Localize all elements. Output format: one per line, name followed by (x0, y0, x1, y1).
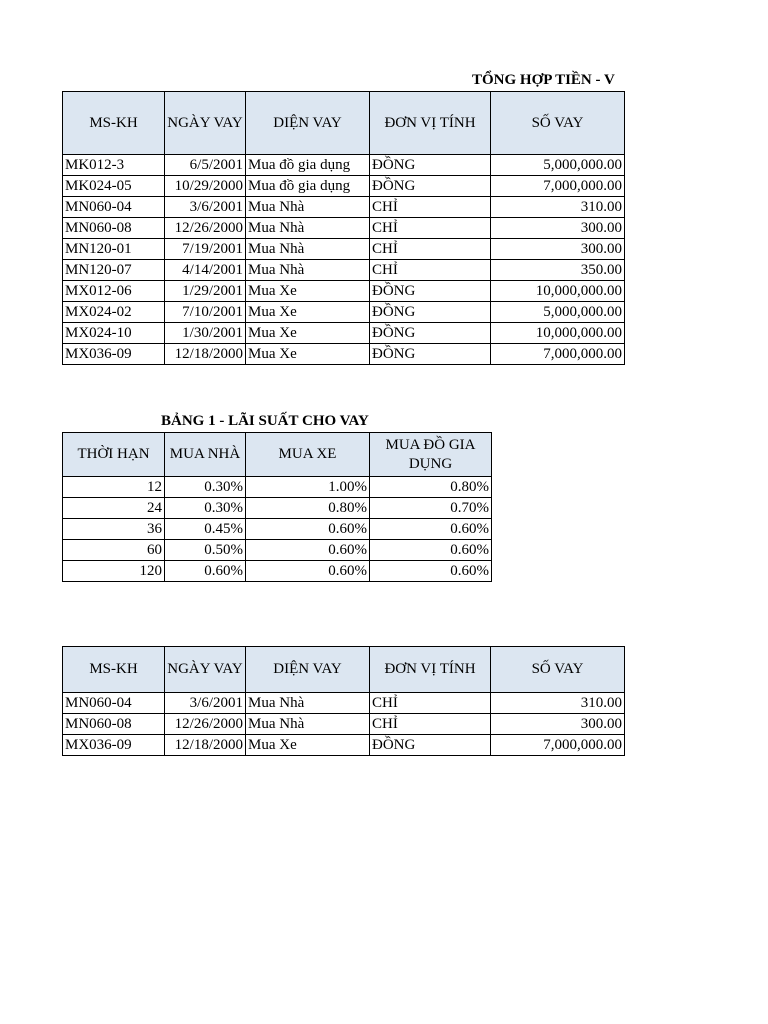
cell-ms-kh: MK012-3 (63, 155, 165, 176)
cell-thoi-han: 12 (63, 477, 165, 498)
table-row (63, 344, 625, 365)
header-mua-nha: MUA NHÀ (165, 433, 246, 477)
header-dien-vay: DIỆN VAY (246, 92, 370, 155)
table-row (63, 693, 625, 714)
header-dien-vay: DIỆN VAY (246, 647, 370, 693)
cell-dien-vay: Mua Nhà (246, 260, 370, 281)
cell-so-vay: 310.00 (491, 197, 625, 218)
cell-dien-vay: Mua đồ gia dụng (246, 155, 370, 176)
cell-dien-vay: Mua Xe (246, 281, 370, 302)
header-ms-kh: MS-KH (63, 92, 165, 155)
cell-so-vay: 5,000,000.00 (491, 155, 625, 176)
cell-ms-kh: MN120-01 (63, 239, 165, 260)
cell-ngay-vay: 7/10/2001 (165, 302, 246, 323)
cell-don-vi-tinh: CHỈ (370, 218, 491, 239)
table-row (63, 281, 625, 302)
cell-don-vi-tinh: CHỈ (370, 260, 491, 281)
cell-ngay-vay: 3/6/2001 (165, 693, 246, 714)
header-mua-xe: MUA XE (246, 433, 370, 477)
cell-ngay-vay: 1/29/2001 (165, 281, 246, 302)
cell-so-vay: 300.00 (491, 218, 625, 239)
cell-ms-kh: MX036-09 (63, 735, 165, 756)
table-row (63, 477, 492, 498)
cell-don-vi-tinh: CHỈ (370, 693, 491, 714)
table-row (63, 323, 625, 344)
cell-don-vi-tinh: ĐỒNG (370, 281, 491, 302)
cell-ms-kh: MN060-04 (63, 197, 165, 218)
summary-title: TỔNG HỢP TIỀN - V (472, 72, 615, 88)
cell-mua-nha: 0.30% (165, 477, 246, 498)
cell-ms-kh: MN120-07 (63, 260, 165, 281)
cell-so-vay: 7,000,000.00 (491, 735, 625, 756)
table-header-row (63, 647, 625, 693)
header-don-vi-tinh: ĐƠN VỊ TÍNH (370, 92, 491, 155)
cell-mua-nha: 0.30% (165, 498, 246, 519)
header-don-vi-tinh: ĐƠN VỊ TÍNH (370, 647, 491, 693)
cell-dien-vay: Mua Xe (246, 323, 370, 344)
header-ngay-vay: NGÀY VAY (165, 92, 246, 155)
cell-don-vi-tinh: CHỈ (370, 714, 491, 735)
cell-mua-nha: 0.50% (165, 540, 246, 561)
cell-thoi-han: 36 (63, 519, 165, 540)
cell-don-vi-tinh: ĐỒNG (370, 344, 491, 365)
table-row (63, 561, 492, 582)
table-row (63, 218, 625, 239)
cell-so-vay: 7,000,000.00 (491, 344, 625, 365)
cell-dien-vay: Mua Xe (246, 735, 370, 756)
cell-ms-kh: MK024-05 (63, 176, 165, 197)
header-thoi-han: THỜI HẠN (63, 433, 165, 477)
cell-ngay-vay: 12/18/2000 (165, 735, 246, 756)
cell-ms-kh: MN060-08 (63, 218, 165, 239)
cell-mua-xe: 0.80% (246, 498, 370, 519)
cell-mua-xe: 0.60% (246, 519, 370, 540)
table-header-row (63, 92, 625, 155)
table-row (63, 155, 625, 176)
table-row (63, 176, 625, 197)
cell-dien-vay: Mua Xe (246, 302, 370, 323)
cell-don-vi-tinh: CHỈ (370, 197, 491, 218)
cell-so-vay: 300.00 (491, 714, 625, 735)
cell-mua-xe: 0.60% (246, 540, 370, 561)
rates-title: BẢNG 1 - LÃI SUẤT CHO VAY (161, 413, 369, 429)
cell-don-vi-tinh: ĐỒNG (370, 176, 491, 197)
table-row (63, 714, 625, 735)
cell-so-vay: 5,000,000.00 (491, 302, 625, 323)
table-row (63, 260, 625, 281)
cell-ngay-vay: 12/18/2000 (165, 344, 246, 365)
cell-don-vi-tinh: ĐỒNG (370, 323, 491, 344)
cell-don-vi-tinh: ĐỒNG (370, 302, 491, 323)
cell-ngay-vay: 10/29/2000 (165, 176, 246, 197)
cell-mua-xe: 0.60% (246, 561, 370, 582)
cell-mua-nha: 0.45% (165, 519, 246, 540)
cell-mua-do-gia-dung: 0.60% (370, 519, 492, 540)
header-ngay-vay: NGÀY VAY (165, 647, 246, 693)
cell-don-vi-tinh: CHỈ (370, 239, 491, 260)
cell-ngay-vay: 7/19/2001 (165, 239, 246, 260)
cell-ms-kh: MX024-02 (63, 302, 165, 323)
table-row (63, 540, 492, 561)
cell-thoi-han: 120 (63, 561, 165, 582)
cell-mua-do-gia-dung: 0.70% (370, 498, 492, 519)
cell-ngay-vay: 6/5/2001 (165, 155, 246, 176)
cell-ngay-vay: 4/14/2001 (165, 260, 246, 281)
cell-so-vay: 350.00 (491, 260, 625, 281)
header-ms-kh: MS-KH (63, 647, 165, 693)
table-row (63, 519, 492, 540)
cell-ngay-vay: 12/26/2000 (165, 218, 246, 239)
header-so-vay: SỐ VAY (491, 92, 625, 155)
cell-mua-xe: 1.00% (246, 477, 370, 498)
header-so-vay: SỐ VAY (491, 647, 625, 693)
cell-so-vay: 310.00 (491, 693, 625, 714)
cell-ngay-vay: 12/26/2000 (165, 714, 246, 735)
table-row (63, 239, 625, 260)
cell-so-vay: 7,000,000.00 (491, 176, 625, 197)
cell-mua-nha: 0.60% (165, 561, 246, 582)
cell-thoi-han: 60 (63, 540, 165, 561)
cell-dien-vay: Mua Nhà (246, 714, 370, 735)
cell-ngay-vay: 3/6/2001 (165, 197, 246, 218)
cell-dien-vay: Mua Nhà (246, 197, 370, 218)
header-mua-do-gia-dung: MUA ĐỒ GIA DỤNG (370, 433, 492, 477)
cell-mua-do-gia-dung: 0.60% (370, 540, 492, 561)
cell-ngay-vay: 1/30/2001 (165, 323, 246, 344)
table-row (63, 302, 625, 323)
cell-dien-vay: Mua Xe (246, 344, 370, 365)
table-row (63, 197, 625, 218)
cell-dien-vay: Mua Nhà (246, 693, 370, 714)
cell-mua-do-gia-dung: 0.60% (370, 561, 492, 582)
loan-summary-table (62, 91, 625, 365)
cell-ms-kh: MX012-06 (63, 281, 165, 302)
cell-dien-vay: Mua Nhà (246, 218, 370, 239)
cell-mua-do-gia-dung: 0.80% (370, 477, 492, 498)
table-row (63, 735, 625, 756)
cell-dien-vay: Mua đồ gia dụng (246, 176, 370, 197)
cell-dien-vay: Mua Nhà (246, 239, 370, 260)
cell-so-vay: 300.00 (491, 239, 625, 260)
filtered-loan-table (62, 646, 625, 756)
cell-ms-kh: MN060-04 (63, 693, 165, 714)
cell-so-vay: 10,000,000.00 (491, 281, 625, 302)
cell-don-vi-tinh: ĐỒNG (370, 735, 491, 756)
cell-ms-kh: MN060-08 (63, 714, 165, 735)
table-row (63, 498, 492, 519)
cell-don-vi-tinh: ĐỒNG (370, 155, 491, 176)
cell-thoi-han: 24 (63, 498, 165, 519)
cell-so-vay: 10,000,000.00 (491, 323, 625, 344)
table-header-row (63, 433, 492, 477)
interest-rate-table (62, 432, 492, 582)
cell-ms-kh: MX036-09 (63, 344, 165, 365)
cell-ms-kh: MX024-10 (63, 323, 165, 344)
